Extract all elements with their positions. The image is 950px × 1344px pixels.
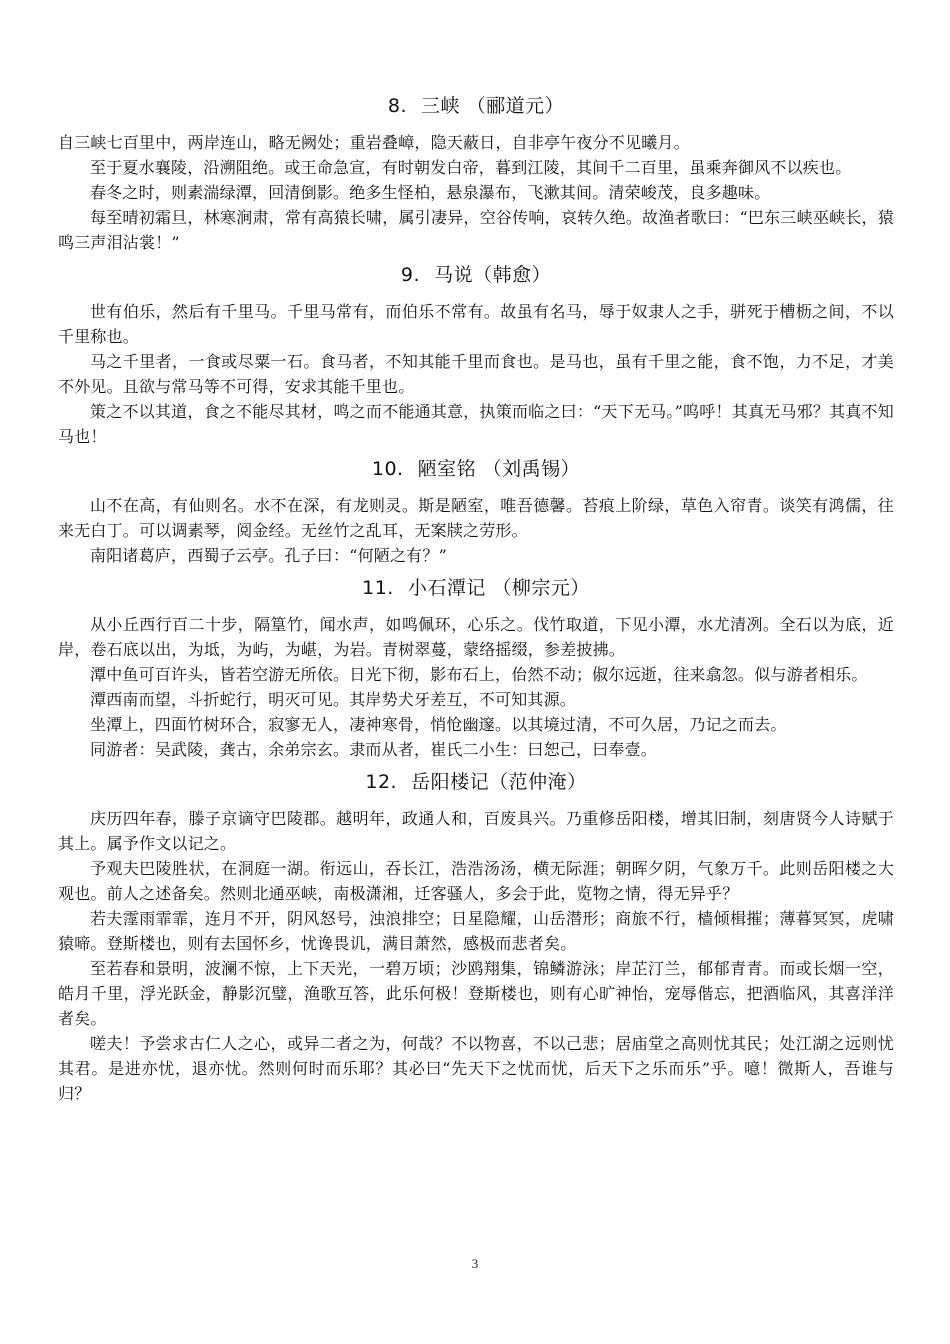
- section-xiaoshitanji: [58, 574, 894, 762]
- paragraph: 潭中鱼可百许头，皆若空游无所依。日光下彻，影布石上，佁然不动；俶尔远逝，往来翕忽。似与游者相乐。: [90, 665, 868, 684]
- section-number: 11.: [362, 577, 394, 599]
- paragraph: 策之不以其道，食之不能尽其材，鸣之而不能通其意，执策而临之曰：“天下无马。”呜呼！其真无马邪？其真不知马也！: [58, 402, 894, 446]
- section-number: 8.: [387, 95, 408, 117]
- paragraph: 庆历四年春，滕子京谪守巴陵郡。越明年，政通人和，百废具兴。乃重修岳阳楼，增其旧制，刻唐贤今人诗赋于其上。属予作文以记之。: [58, 809, 894, 853]
- section-sanxia: [58, 92, 894, 255]
- paragraph: 至若春和景明，波澜不惊，上下天光，一碧万顷；沙鸥翔集，锦鳞游泳；岸芷汀兰，郁郁青青。而或长烟一空，皓月千里，浮光跃金，静影沉璧，渔歌互答，此乐何极！登斯楼也，则有心旷神怡，宠辱偕忘，把酒临风，其喜洋洋者矣。: [58, 959, 894, 1028]
- section-title-text: 小石潭记 （柳宗元）: [407, 577, 590, 599]
- paragraph: 山不在高，有仙则名。水不在深，有龙则灵。斯是陋室，唯吾德馨。苔痕上阶绿，草色入帘青。谈笑有鸿儒，往来无白丁。可以调素琴，阅金经。无丝竹之乱耳，无案牍之劳形。: [58, 496, 894, 540]
- section-yueyanglouji: [58, 768, 894, 1106]
- paragraph: 若夫霪雨霏霏，连月不开，阴风怒号，浊浪排空；日星隐耀，山岳潜形；商旅不行，樯倾楫摧；薄暮冥冥，虎啸猿啼。登斯楼也，则有去国怀乡，忧谗畏讥，满目萧然，感极而悲者矣。: [58, 909, 894, 953]
- section-title: [58, 92, 894, 120]
- section-title-text: 三峡 （郦道元）: [421, 95, 565, 117]
- section-title: [58, 574, 894, 602]
- section-title: [58, 455, 894, 483]
- section-title-text: 陋室铭 （刘禹锡）: [417, 458, 581, 480]
- paragraph: 至于夏水襄陵，沿溯阻绝。或王命急宣，有时朝发白帝，暮到江陵，其间千二百里，虽乘奔御风不以疾也。: [90, 158, 852, 177]
- section-number: 12.: [365, 771, 398, 793]
- paragraph: 自三峡七百里中，两岸连山，略无阙处；重岩叠嶂，隐天蔽日，自非亭午夜分不见曦月。: [58, 133, 690, 152]
- paragraph: 潭西南而望，斗折蛇行，明灭可见。其岸势犬牙差互，不可知其源。: [90, 690, 577, 709]
- paragraph: 每至晴初霜旦，林寒涧肃，常有高猿长啸，属引凄异，空谷传响，哀转久绝。故渔者歌曰：“巴东三峡巫峡长，猿鸣三声泪沾裳！”: [58, 208, 894, 252]
- document-page: [58, 88, 894, 1106]
- section-title: [58, 261, 894, 289]
- paragraph: 南阳诸葛庐，西蜀子云亭。孔子曰：“何陋之有？”: [90, 546, 447, 565]
- section-mashuo: [58, 261, 894, 449]
- paragraph: 世有伯乐，然后有千里马。千里马常有，而伯乐不常有。故虽有名马，辱于奴隶人之手，骈死于槽枥之间，不以千里称也。: [58, 302, 894, 346]
- paragraph: 坐潭上，四面竹树环合，寂寥无人，凄神寒骨，悄怆幽邃。以其境过清，不可久居，乃记之而去。: [90, 715, 787, 734]
- section-title-text: 岳阳楼记（范仲淹）: [411, 771, 587, 793]
- paragraph: 马之千里者，一食或尽粟一石。食马者，不知其能千里而食也。是马也，虽有千里之能，食不饱，力不足，才美不外见。且欲与常马等不可得，安求其能千里也。: [58, 352, 894, 396]
- paragraph: 予观夫巴陵胜状，在洞庭一湖。衔远山，吞长江，浩浩汤汤，横无际涯；朝晖夕阴，气象万千。此则岳阳楼之大观也。前人之述备矣。然则北通巫峡，南极潇湘，迁客骚人，多会于此，览物之情，得无异乎？: [58, 859, 894, 903]
- section-number: 9.: [400, 264, 421, 286]
- paragraph: 从小丘西行百二十步，隔篁竹，闻水声，如鸣佩环，心乐之。伐竹取道，下见小潭，水尤清冽。全石以为底，近岸，卷石底以出，为坻，为屿，为嵁，为岩。青树翠蔓，蒙络摇缀，参差披拂。: [58, 615, 894, 659]
- section-number: 10.: [371, 458, 404, 480]
- section-title-text: 马说（韩愈）: [434, 264, 552, 286]
- section-title: [58, 768, 894, 796]
- page-number: 3: [471, 1256, 479, 1271]
- paragraph: 春冬之时，则素湍绿潭，回清倒影。绝多生怪柏，悬泉瀑布，飞漱其间。清荣峻茂，良多趣味。: [90, 183, 771, 202]
- section-loushiming: [58, 455, 894, 568]
- paragraph: 嗟夫！予尝求古仁人之心，或异二者之为，何哉？不以物喜，不以己悲；居庙堂之高则忧其民；处江湖之远则忧其君。是进亦忧，退亦忧。然则何时而乐耶？其必曰“先天下之忧而忧，后天下之乐而乐”乎。噫！微斯人，吾谁与归？: [58, 1034, 894, 1103]
- paragraph: 同游者：吴武陵，龚古，余弟宗玄。隶而从者，崔氏二小生：曰恕己，曰奉壹。: [90, 740, 658, 759]
